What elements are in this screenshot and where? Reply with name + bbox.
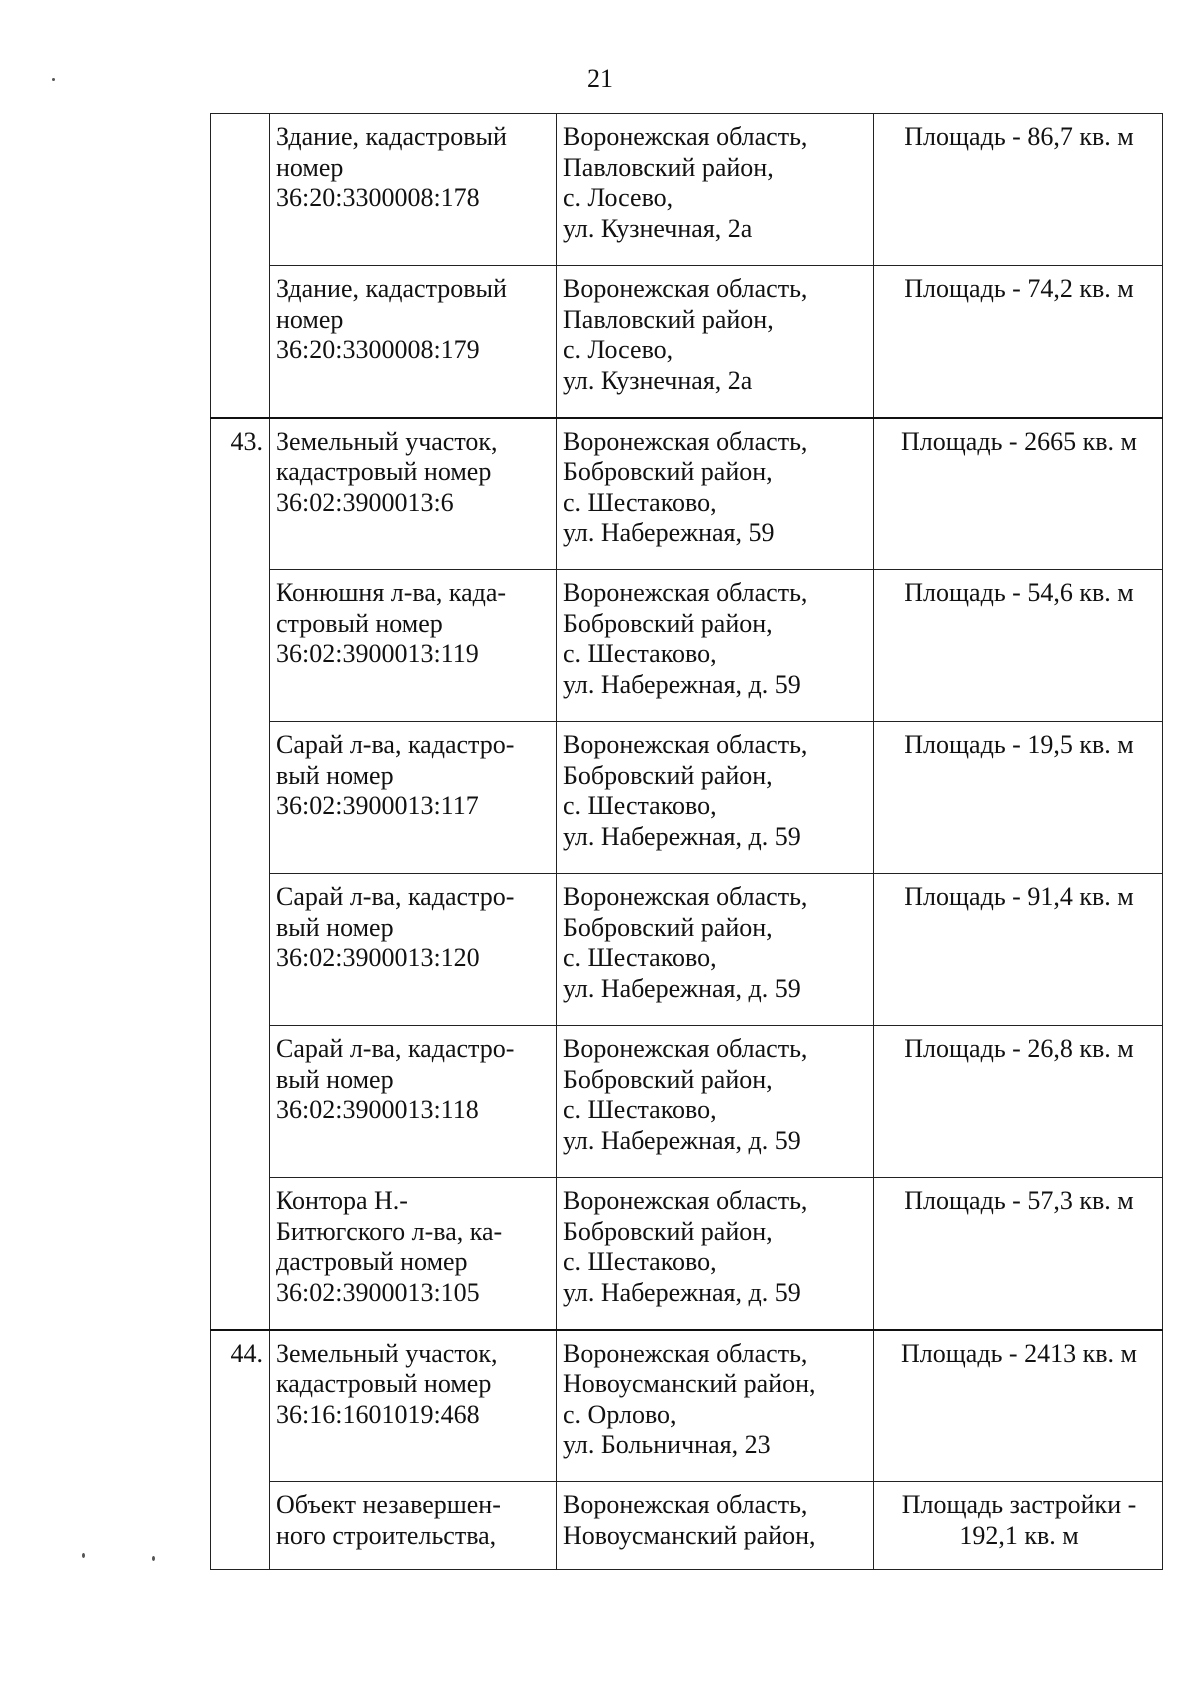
- object-line: кадастровый номер: [276, 1369, 492, 1398]
- item-number-cell: [211, 1330, 270, 1570]
- address-line: ул. Больничная, 23: [563, 1430, 771, 1459]
- area-line: Площадь - 19,5 кв. м: [904, 730, 1134, 759]
- table-row: [211, 266, 1163, 418]
- item-number: 44.: [230, 1338, 263, 1368]
- address-line: ул. Набережная, д. 59: [563, 1277, 801, 1307]
- object-line: 36:20:3300008:179: [276, 335, 480, 364]
- property-table: [210, 113, 1163, 1570]
- area-line: Площадь - 74,2 кв. м: [904, 274, 1134, 303]
- area-line: Площадь застройки -: [901, 1490, 1137, 1519]
- object-line: 36:02:3900013:120: [276, 943, 480, 972]
- address-line: с. Шестаково,: [563, 791, 717, 820]
- address-cell: [557, 1178, 874, 1330]
- address-line: ул. Набережная, д. 59: [563, 669, 801, 699]
- object-line: Сарай л-ва, кадастро-: [276, 882, 515, 911]
- object-cell: [270, 570, 557, 722]
- object-line: ного строительства,: [276, 1520, 497, 1550]
- address-cell: [557, 722, 874, 874]
- object-line: вый номер: [276, 760, 394, 790]
- address-line: с. Шестаково,: [563, 487, 717, 517]
- page-number: 21: [587, 64, 613, 93]
- object-line: Сарай л-ва, кадастро-: [276, 1034, 515, 1063]
- address-cell: [557, 570, 874, 722]
- object-line: кадастровый номер: [276, 457, 492, 486]
- table-row: [211, 1178, 1163, 1330]
- object-line: Здание, кадастровый: [276, 122, 507, 151]
- object-line: дастровый номер: [276, 1247, 468, 1276]
- address-line: ул. Набережная, 59: [563, 518, 775, 547]
- address-line: Новоусманский район,: [563, 1369, 816, 1398]
- scan-speck: [82, 1553, 85, 1558]
- area-cell: [874, 1482, 1163, 1570]
- object-cell: [270, 1482, 557, 1570]
- address-line: Павловский район,: [563, 304, 774, 334]
- object-line: 36:02:3900013:105: [276, 1277, 480, 1307]
- table-row: [211, 874, 1163, 1026]
- address-line: с. Лосево,: [563, 183, 674, 212]
- table-row: [211, 722, 1163, 874]
- address-line: Бобровский район,: [563, 760, 773, 790]
- object-line: Битюгского л-ва, ка-: [276, 1216, 503, 1246]
- address-line: Павловский район,: [563, 152, 774, 182]
- area-line: Площадь - 2665 кв. м: [901, 426, 1137, 456]
- address-line: ул. Кузнечная, 2а: [563, 213, 753, 243]
- address-line: ул. Набережная, д. 59: [563, 1125, 801, 1155]
- address-line: Воронежская область,: [563, 1490, 808, 1519]
- area-cell: [874, 722, 1163, 874]
- object-line: Земельный участок,: [276, 426, 498, 456]
- object-line: 36:02:3900013:6: [276, 487, 454, 517]
- address-cell: [557, 874, 874, 1026]
- table-row: [211, 570, 1163, 722]
- object-line: вый номер: [276, 912, 394, 942]
- address-line: Воронежская область,: [563, 730, 808, 759]
- address-line: ул. Набережная, д. 59: [563, 973, 801, 1003]
- address-line: Бобровский район,: [563, 608, 773, 638]
- address-line: Воронежская область,: [563, 882, 808, 911]
- object-line: номер: [276, 304, 344, 334]
- address-line: Воронежская область,: [563, 1034, 808, 1063]
- address-cell: [557, 1482, 874, 1570]
- address-line: Воронежская область,: [563, 578, 808, 607]
- object-cell: [270, 1178, 557, 1330]
- object-cell: [270, 266, 557, 418]
- address-line: с. Лосево,: [563, 335, 674, 364]
- object-line: 36:02:3900013:117: [276, 791, 479, 820]
- object-cell: [270, 874, 557, 1026]
- object-cell: [270, 722, 557, 874]
- area-line: Площадь - 57,3 кв. м: [904, 1186, 1134, 1215]
- area-cell: [874, 1330, 1163, 1482]
- area-cell: [874, 266, 1163, 418]
- table-row: [211, 1330, 1163, 1482]
- object-line: Конюшня л-ва, када-: [276, 578, 507, 607]
- object-line: Сарай л-ва, кадастро-: [276, 730, 515, 759]
- address-line: Бобровский район,: [563, 457, 773, 486]
- table-row: [211, 1482, 1163, 1570]
- address-line: с. Шестаково,: [563, 639, 717, 668]
- address-cell: [557, 1330, 874, 1482]
- area-cell: [874, 1026, 1163, 1178]
- address-line: с. Шестаково,: [563, 1095, 717, 1124]
- object-line: Земельный участок,: [276, 1338, 498, 1368]
- address-line: Воронежская область,: [563, 1338, 808, 1368]
- object-cell: [270, 418, 557, 570]
- area-line: Площадь - 91,4 кв. м: [904, 882, 1134, 911]
- area-cell: [874, 874, 1163, 1026]
- object-line: Объект незавершен-: [276, 1490, 501, 1519]
- area-cell: [874, 418, 1163, 570]
- object-line: 36:20:3300008:178: [276, 183, 480, 212]
- address-line: с. Орлово,: [563, 1399, 677, 1429]
- address-cell: [557, 266, 874, 418]
- object-line: Здание, кадастровый: [276, 274, 507, 303]
- object-cell: [270, 1330, 557, 1482]
- area-cell: [874, 570, 1163, 722]
- object-line: вый номер: [276, 1064, 394, 1094]
- object-line: стровый номер: [276, 608, 443, 638]
- table-row: [211, 114, 1163, 266]
- area-line: Площадь - 2413 кв. м: [901, 1338, 1137, 1368]
- area-line: Площадь - 26,8 кв. м: [904, 1034, 1134, 1063]
- object-cell: [270, 114, 557, 266]
- area-line: Площадь - 86,7 кв. м: [904, 122, 1134, 151]
- property-table-body: [211, 114, 1163, 1570]
- address-line: ул. Кузнечная, 2а: [563, 365, 753, 395]
- table-row: [211, 1026, 1163, 1178]
- address-cell: [557, 1026, 874, 1178]
- object-line: номер: [276, 152, 344, 182]
- address-line: ул. Набережная, д. 59: [563, 821, 801, 851]
- item-number-cell: [211, 114, 270, 418]
- address-line: Воронежская область,: [563, 1186, 808, 1215]
- address-line: Новоусманский район,: [563, 1520, 816, 1550]
- item-number-cell: [211, 418, 270, 1330]
- address-line: Воронежская область,: [563, 122, 808, 151]
- address-line: Воронежская область,: [563, 274, 808, 303]
- address-cell: [557, 418, 874, 570]
- address-line: Бобровский район,: [563, 1064, 773, 1094]
- address-line: Бобровский район,: [563, 1216, 773, 1246]
- item-number: 43.: [230, 426, 263, 456]
- address-line: с. Шестаково,: [563, 943, 717, 972]
- address-line: Воронежская область,: [563, 426, 808, 456]
- object-line: 36:02:3900013:119: [276, 639, 479, 668]
- object-line: 36:02:3900013:118: [276, 1095, 479, 1124]
- address-line: Бобровский район,: [563, 912, 773, 942]
- area-cell: [874, 1178, 1163, 1330]
- area-line: Площадь - 54,6 кв. м: [904, 578, 1134, 607]
- area-line: 192,1 кв. м: [959, 1520, 1079, 1550]
- address-line: с. Шестаково,: [563, 1247, 717, 1276]
- scan-speck: [152, 1556, 155, 1561]
- area-cell: [874, 114, 1163, 266]
- address-cell: [557, 114, 874, 266]
- object-cell: [270, 1026, 557, 1178]
- object-line: 36:16:1601019:468: [276, 1399, 480, 1429]
- table-row: [211, 418, 1163, 570]
- scan-speck: [52, 78, 55, 81]
- object-line: Контора Н.-: [276, 1186, 408, 1215]
